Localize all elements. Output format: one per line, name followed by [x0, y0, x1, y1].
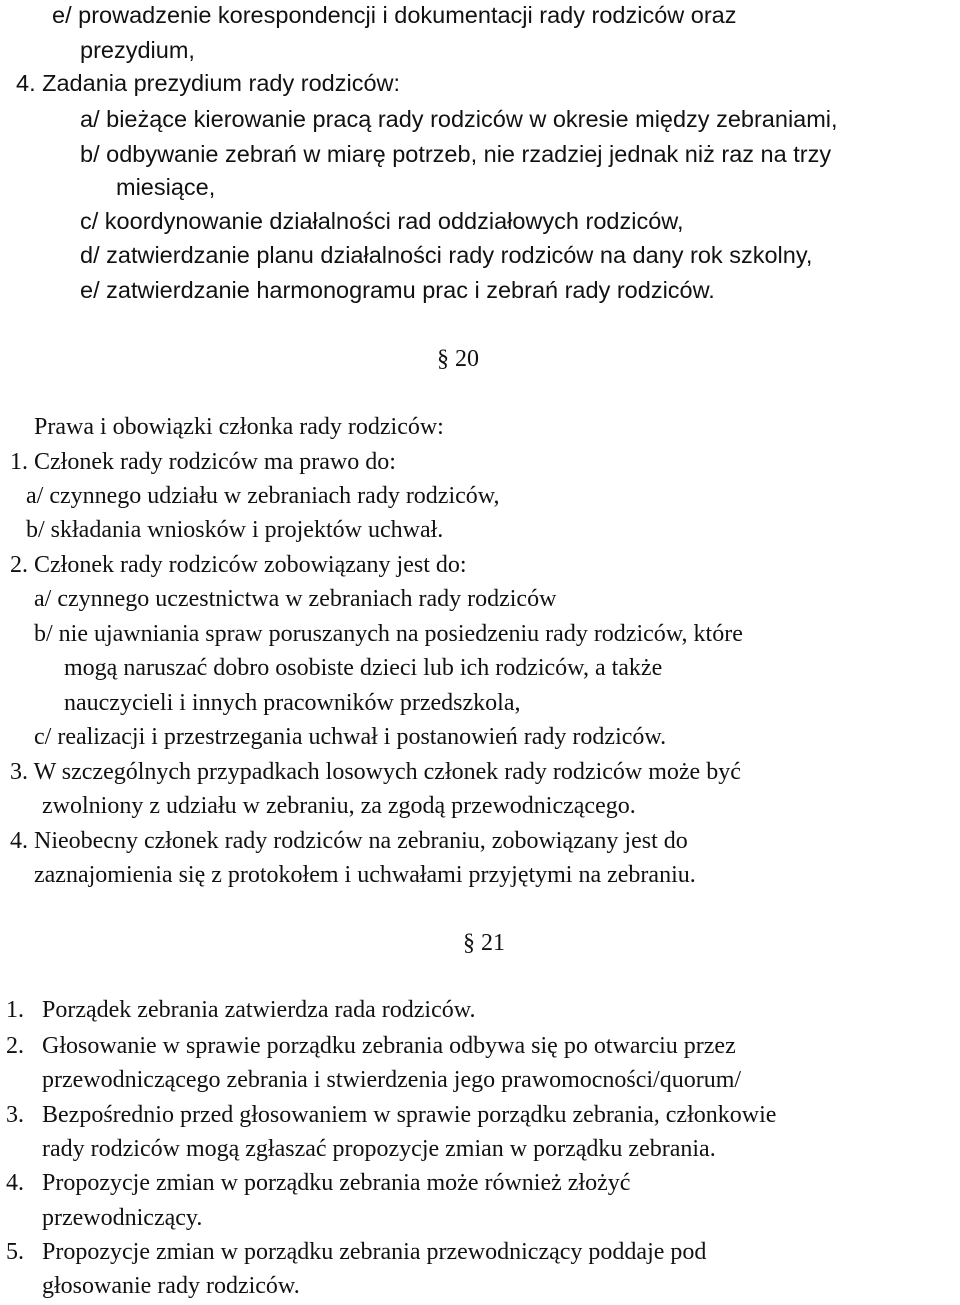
paragraph-line: 3. W szczególnych przypadkach losowych członek rady rodziców może być [10, 759, 741, 785]
paragraph-line: c/ realizacji i przestrzegania uchwał i postanowień rady rodziców. [34, 724, 667, 750]
list-item-line: Porządek zebrania zatwierdza rada rodziców. [42, 997, 476, 1023]
paragraph-line: e/ zatwierdzanie harmonogramu prac i zebrań rady rodziców. [80, 277, 715, 303]
list-item-line: Propozycje zmian w porządku zebrania przewodniczący poddaje pod [42, 1239, 707, 1265]
paragraph-line: b/ odbywanie zebrań w miarę potrzeb, nie rzadziej jednak niż raz na trzy [80, 141, 832, 167]
paragraph-line: b/ składania wniosków i projektów uchwał. [26, 517, 444, 543]
paragraph-line: 1. Członek rady rodziców ma prawo do: [10, 449, 396, 475]
paragraph-line: 2. Członek rady rodziców zobowiązany jest do: [10, 552, 467, 578]
list-item-line: Głosowanie w sprawie porządku zebrania odbywa się po otwarciu przez [42, 1033, 736, 1059]
list-number: 4. [6, 1170, 24, 1196]
paragraph-line: a/ bieżące kierowanie pracą rady rodziców w okresie między zebraniami, [80, 106, 838, 132]
paragraph-line: 4. Nieobecny członek rady rodziców na zebraniu, zobowiązany jest do [10, 828, 688, 854]
list-number: 2. [6, 1033, 24, 1059]
paragraph-line: Prawa i obowiązki członka rady rodziców: [34, 414, 444, 440]
paragraph-line: zaznajomienia się z protokołem i uchwałami przyjętymi na zebraniu. [34, 862, 696, 888]
list-item-line: Propozycje zmian w porządku zebrania może również złożyć [42, 1170, 631, 1196]
list-item-line: Bezpośrednio przed głosowaniem w sprawie porządku zebrania, członkowie [42, 1102, 777, 1128]
list-number: 5. [6, 1239, 24, 1265]
paragraph-line: b/ nie ujawniania spraw poruszanych na posiedzeniu rady rodziców, które [34, 621, 743, 647]
paragraph-line: a/ czynnego uczestnictwa w zebraniach rady rodziców [34, 586, 557, 612]
paragraph-line: nauczycieli i innych pracowników przedszkola, [64, 690, 521, 716]
list-number: 1. [6, 997, 24, 1023]
paragraph-line: d/ zatwierdzanie planu działalności rady rodziców na dany rok szkolny, [80, 242, 813, 268]
section-heading: § 21 [463, 930, 505, 956]
list-item-line: przewodniczący. [42, 1205, 203, 1231]
section-heading: § 20 [437, 346, 479, 372]
paragraph-line: mogą naruszać dobro osobiste dzieci lub ich rodziców, a także [64, 655, 663, 681]
list-item-line: rady rodziców mogą zgłaszać propozycje zmian w porządku zebrania. [42, 1136, 716, 1162]
paragraph-line: 4. Zadania prezydium rady rodziców: [16, 70, 401, 96]
paragraph-line: a/ czynnego udziału w zebraniach rady rodziców, [26, 483, 500, 509]
paragraph-line: c/ koordynowanie działalności rad oddziałowych rodziców, [80, 208, 684, 234]
list-item-line: głosowanie rady rodziców. [42, 1273, 300, 1299]
paragraph-line: e/ prowadzenie korespondencji i dokumentacji rady rodziców oraz [52, 2, 737, 28]
paragraph-line: prezydium, [80, 37, 195, 63]
list-item-line: przewodniczącego zebrania i stwierdzenia jego prawomocności/quorum/ [42, 1067, 742, 1093]
paragraph-line: zwolniony z udziału w zebraniu, za zgodą przewodniczącego. [42, 793, 636, 819]
paragraph-line: miesiące, [116, 174, 216, 200]
list-number: 3. [6, 1102, 24, 1128]
